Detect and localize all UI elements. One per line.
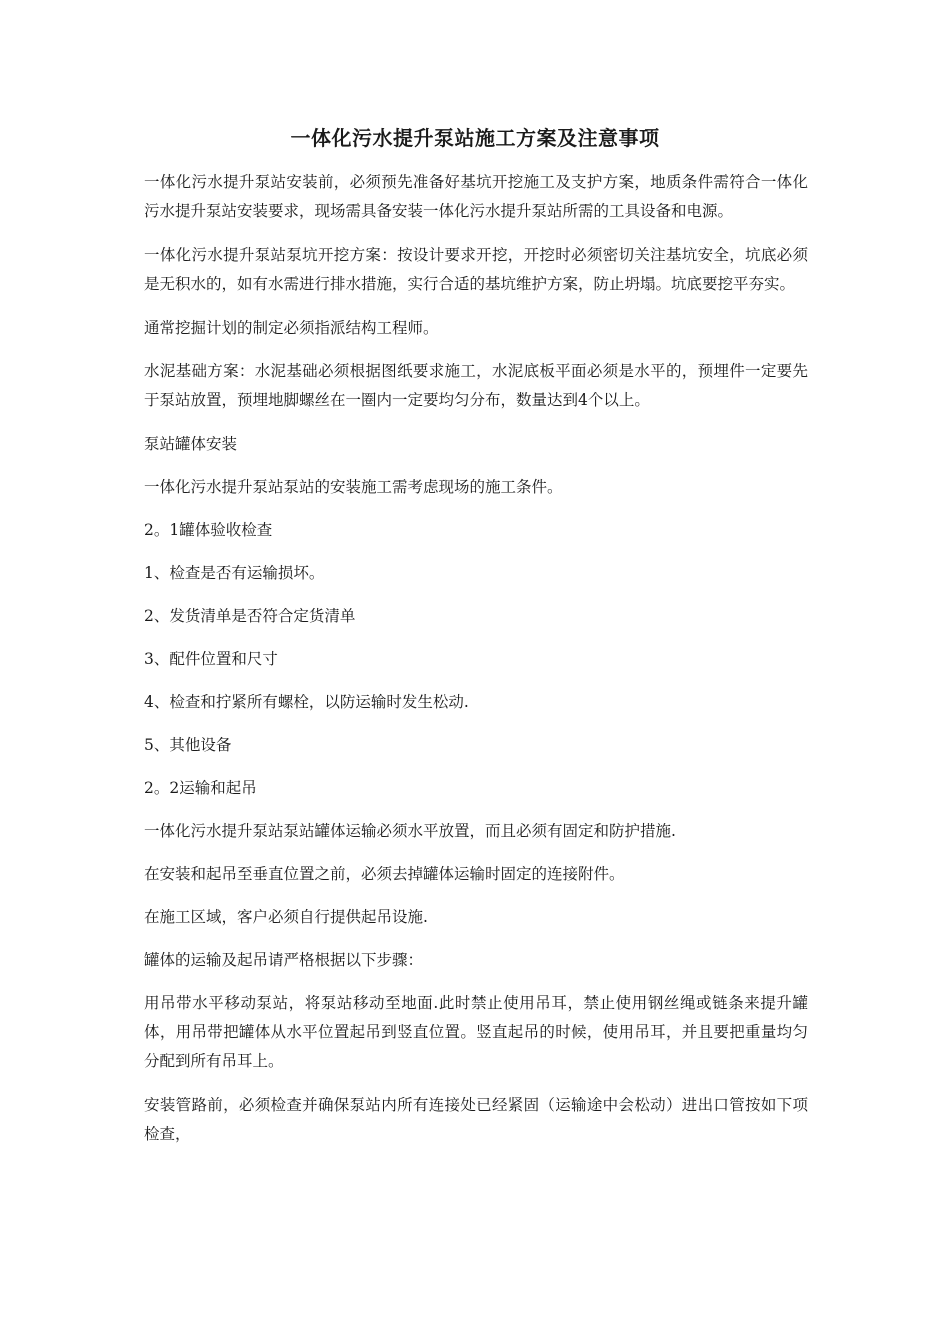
paragraph-transport-horizontal: 一体化污水提升泵站泵站罐体运输必须水平放置，而且必须有固定和防护措施.	[144, 822, 676, 840]
list-item-inspection-4: 4、检查和拧紧所有螺栓，以防运输时发生松动.	[144, 693, 469, 711]
paragraph-pipe-check: 安装管路前，必须检查并确保泵站内所有连接处已经紧固（运输途中会松动）进出口管按如下项检查，	[144, 1096, 808, 1143]
paragraph-lifting-equipment: 在施工区域，客户必须自行提供起吊设施.	[144, 908, 428, 926]
paragraph-foundation: 水泥基础方案：水泥基础必须根据图纸要求施工，水泥底板平面必须是水平的，预埋件一定要先于泵站放置，预埋地脚螺丝在一圈内一定要均匀分布，数量达到4个以上。	[144, 362, 808, 409]
paragraph-preparation: 一体化污水提升泵站安装前，必须预先准备好基坑开挖施工及支护方案，地质条件需符合一体化污水提升泵站安装要求，现场需具备安装一体化污水提升泵站所需的工具设备和电源。	[144, 173, 808, 220]
paragraph-remove-fixtures: 在安装和起吊至垂直位置之前，必须去掉罐体运输时固定的连接附件。	[144, 865, 625, 883]
section-heading-tank-install: 泵站罐体安装	[144, 435, 238, 453]
section-heading-inspection: 2。1罐体验收检查	[144, 521, 273, 539]
paragraph-lifting-procedure: 用吊带水平移动泵站，将泵站移动至地面.此时禁止使用吊耳，禁止使用钢丝绳或链条来提升罐体，用吊带把罐体从水平位置起吊到竖直位置。竖直起吊的时候，使用吊耳，并且要把重量均匀分配到所有吊耳上。	[144, 994, 808, 1070]
list-item-inspection-2: 2、发货清单是否符合定货清单	[144, 607, 356, 625]
paragraph-lifting-steps: 罐体的运输及起吊请严格根据以下步骤：	[144, 951, 424, 969]
section-heading-transport: 2。2运输和起吊	[144, 779, 257, 797]
paragraph-excavation-plan: 一体化污水提升泵站泵坑开挖方案：按设计要求开挖，开挖时必须密切关注基坑安全，坑底必须是无积水的，如有水需进行排水措施，实行合适的基坑维护方案，防止坍塌。坑底要挖平夯实。	[144, 246, 808, 293]
paragraph-site-conditions: 一体化污水提升泵站泵站的安装施工需考虑现场的施工条件。	[144, 478, 563, 496]
list-item-inspection-3: 3、配件位置和尺寸	[144, 650, 278, 668]
document-body	[144, 168, 808, 1164]
paragraph-engineer: 通常挖掘计划的制定必须指派结构工程师。	[144, 319, 439, 337]
list-item-inspection-5: 5、其他设备	[144, 736, 232, 754]
document-title: 一体化污水提升泵站施工方案及注意事项	[290, 126, 660, 150]
list-item-inspection-1: 1、检查是否有运输损坏。	[144, 564, 325, 582]
